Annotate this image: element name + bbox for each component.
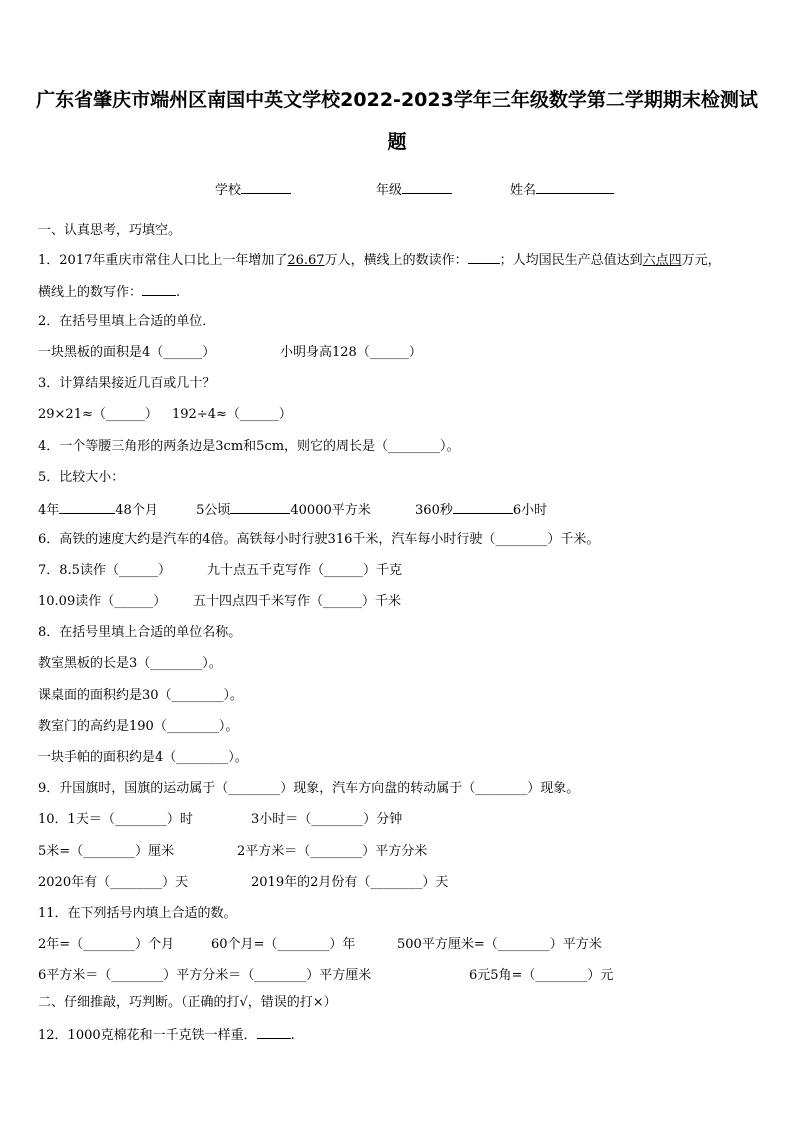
- question-2-right[interactable]: 小明身高128（______）: [280, 345, 422, 360]
- question-1-line-1: [38, 250, 721, 270]
- question-8-line-1[interactable]: 教室黑板的长是3（________）。: [38, 656, 222, 671]
- name-blank[interactable]: [536, 180, 614, 194]
- q5-item-c-right: 6小时: [512, 503, 548, 518]
- name-field[interactable]: [510, 180, 614, 200]
- exam-title-line-1: 广东省肇庆市端州区南国中英文学校2022-2023学年三年级数学第二学期期末检测试: [36, 89, 758, 111]
- q1-text-c: ；人均国民生产总值达到: [499, 253, 643, 268]
- q5-blank-a[interactable]: [59, 500, 115, 514]
- question-10-line-3-right[interactable]: 2019年的2月份有（________）天: [251, 875, 449, 890]
- question-7-line-1-left[interactable]: 7．8.5读作（______）: [38, 563, 171, 578]
- grade-label: 年级: [376, 183, 403, 198]
- q1-blank-2[interactable]: [142, 282, 176, 296]
- q5-item-a-left: 4年: [38, 503, 60, 518]
- q1-underlined-words: 六点四: [642, 253, 682, 268]
- q1-blank-1[interactable]: [468, 250, 500, 264]
- question-2-left[interactable]: 一块黑板的面积是4（______）: [38, 345, 216, 360]
- q5-item-c-left: 360秒: [415, 503, 453, 518]
- q1-underlined-number: 26.67: [287, 253, 325, 268]
- question-10-line-1-left[interactable]: 10．1天＝（________）时: [38, 812, 193, 827]
- question-1-line-2: [38, 282, 180, 302]
- question-12: [38, 1025, 295, 1045]
- section-1-heading: 一、认真思考，巧填空。: [38, 223, 182, 238]
- q12-text: 12．1000克棉花和一千克铁一样重．: [38, 1028, 257, 1043]
- q1-text-a: 1．2017年重庆市常住人口比上一年增加了: [38, 253, 288, 268]
- question-10-line-2-left[interactable]: 5米=（________）厘米: [38, 844, 175, 859]
- q1-text-d: 万元，: [681, 253, 721, 268]
- q12-blank[interactable]: [257, 1025, 291, 1039]
- q1-text-f: .: [176, 285, 181, 300]
- question-8-line-4[interactable]: 一块手帕的面积约是4（________）。: [38, 750, 248, 765]
- question-3-right[interactable]: 192÷4≈（______）: [172, 407, 292, 422]
- question-11-line-1-b[interactable]: 60个月=（________）年: [211, 937, 356, 952]
- school-blank[interactable]: [241, 180, 291, 194]
- q5-blank-b[interactable]: [230, 500, 290, 514]
- question-5-items: [38, 500, 547, 520]
- question-11-line-2-b[interactable]: 6元5角=（________）元: [469, 968, 614, 983]
- question-7-line-1-right[interactable]: 九十点五千克写作（______）千克: [207, 563, 403, 578]
- question-10-line-1-right[interactable]: 3小时＝（________）分钟: [251, 812, 403, 827]
- q1-text-e: 横线上的数写作：: [38, 285, 143, 300]
- name-label: 姓名: [510, 183, 537, 198]
- question-3-stem: 3．计算结果接近几百或几十？: [38, 376, 216, 391]
- grade-field[interactable]: [376, 180, 452, 200]
- question-11-stem: 11．在下列括号内填上合适的数。: [38, 906, 237, 921]
- school-field[interactable]: [215, 180, 291, 200]
- q5-item-b-right: 40000平方米: [290, 503, 371, 518]
- question-9[interactable]: 9．升国旗时，国旗的运动属于（________）现象，汽车方向盘的转动属于（________）现象。: [38, 781, 580, 796]
- question-8-line-2[interactable]: 课桌面的面积约是30（________）。: [38, 688, 244, 703]
- question-8-line-3[interactable]: 教室门的高约是190（________）。: [38, 719, 239, 734]
- question-3-left[interactable]: 29×21≈（______）: [38, 407, 158, 422]
- q5-item-a-right: 48个月: [115, 503, 158, 518]
- question-8-stem: 8．在括号里填上合适的单位名称。: [38, 625, 242, 640]
- section-2-heading: 二、仔细推敲，巧判断。（正确的打√，错误的打×）: [38, 995, 337, 1010]
- grade-blank[interactable]: [402, 180, 452, 194]
- question-11-line-2-a[interactable]: 6平方米＝（________）平方分米＝（________）平方厘米: [38, 968, 372, 983]
- question-5-stem: 5．比较大小：: [38, 470, 125, 485]
- question-4[interactable]: 4．一个等腰三角形的两条边是3cm和5cm，则它的周长是（________）。: [38, 439, 460, 454]
- question-2-stem: 2．在括号里填上合适的单位．: [38, 314, 216, 329]
- q12-end: .: [290, 1028, 295, 1043]
- question-10-line-3-left[interactable]: 2020年有（________）天: [38, 875, 189, 890]
- question-11-line-1-a[interactable]: 2年=（________）个月: [38, 937, 175, 952]
- q5-item-b-left: 5公顷: [196, 503, 231, 518]
- question-6[interactable]: 6．高铁的速度大约是汽车的4倍。高铁每小时行驶316千米，汽车每小时行驶（________）千米。: [38, 532, 600, 547]
- q1-text-b: 万人，横线上的数读作：: [324, 253, 468, 268]
- school-label: 学校: [215, 183, 242, 198]
- question-7-line-2-right[interactable]: 五十四点四千米写作（______）千米: [193, 594, 402, 609]
- question-7-line-2-left[interactable]: 10.09读作（______）: [38, 594, 167, 609]
- q5-blank-c[interactable]: [453, 500, 513, 514]
- question-10-line-2-right[interactable]: 2平方米＝（________）平方分米: [237, 844, 428, 859]
- question-11-line-1-c[interactable]: 500平方厘米=（________）平方米: [397, 937, 602, 952]
- exam-title-line-2: 题: [387, 131, 407, 153]
